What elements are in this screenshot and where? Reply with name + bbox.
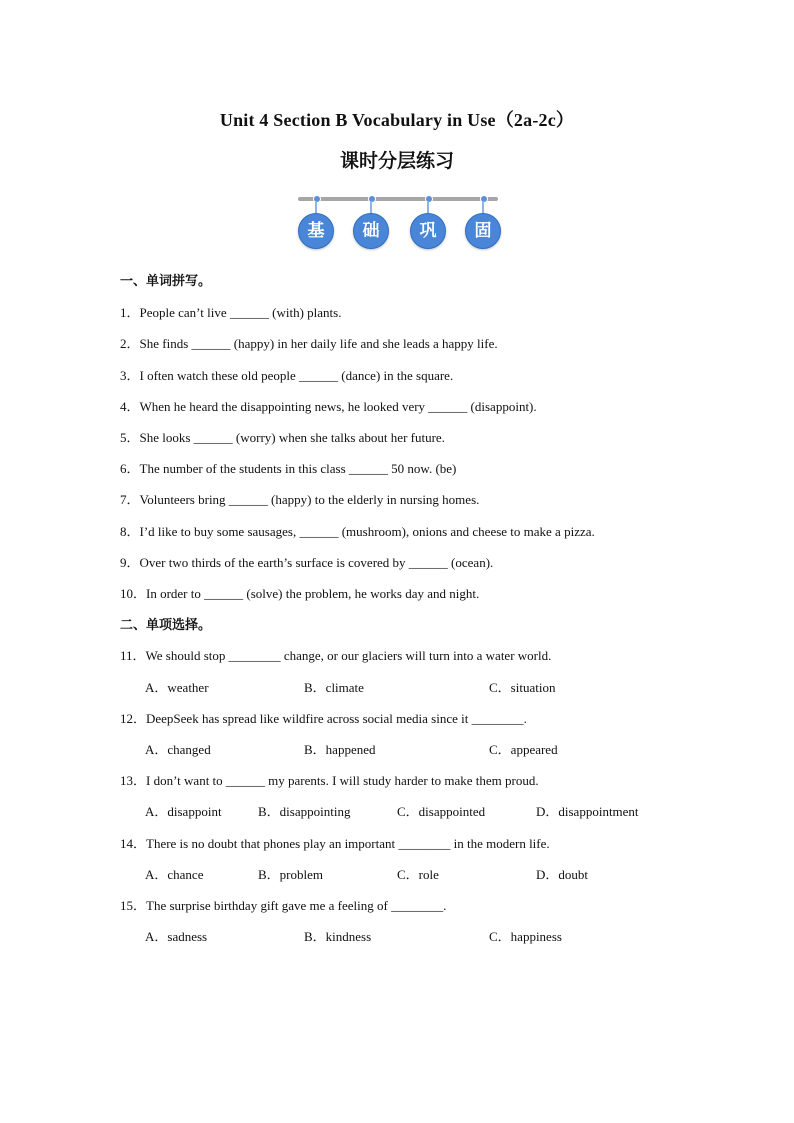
option-13-c: C．disappointed — [397, 804, 486, 819]
question-9: 9．Over two thirds of the earth’s surface is covered by ______ (ocean). — [120, 555, 494, 570]
option-13-d: D．disappointment — [536, 804, 639, 819]
option-15-b: B．kindness — [304, 929, 372, 944]
option-11-b: B．climate — [304, 680, 364, 695]
option-12-c: C．appeared — [489, 742, 558, 757]
option-11-a: A．weather — [145, 680, 209, 695]
question-6: 6．The number of the students in this class ______ 50 now. (be) — [120, 461, 457, 476]
badge-gu — [465, 193, 501, 251]
option-14-d: D．doubt — [536, 867, 589, 882]
badge-label: 固 — [465, 213, 501, 249]
badge-chu — [353, 193, 389, 251]
question-12: 12．DeepSeek has spread like wildfire across social media since it ________. — [120, 711, 527, 726]
question-5: 5．She looks ______ (worry) when she talks about her future. — [120, 430, 445, 445]
option-14-b: B．problem — [258, 867, 323, 882]
question-11: 11．We should stop ________ change, or our glaciers will turn into a water world. — [120, 648, 552, 663]
badge-label: 础 — [353, 213, 389, 249]
worksheet-title: Unit 4 Section B Vocabulary in Use（2a-2c） — [219, 110, 575, 130]
question-3: 3．I often watch these old people ______ (dance) in the square. — [120, 368, 454, 383]
question-1: 1．People can’t live ______ (with) plants. — [120, 305, 342, 320]
option-11-c: C．situation — [489, 680, 556, 695]
question-7: 7．Volunteers bring ______ (happy) to the elderly in nursing homes. — [120, 492, 480, 507]
worksheet-subtitle: 课时分层练习 — [339, 150, 454, 172]
option-12-a: A．changed — [145, 742, 211, 757]
option-13-b: B．disappointing — [258, 804, 351, 819]
badge-ji — [298, 193, 334, 251]
option-12-b: B．happened — [304, 742, 376, 757]
option-14-c: C．role — [397, 867, 439, 882]
question-14: 14．There is no doubt that phones play an important ________ in the modern life. — [120, 836, 550, 851]
question-10: 10．In order to ______ (solve) the problem, he works day and night. — [120, 586, 480, 601]
question-2: 2．She finds ______ (happy) in her daily life and she leads a happy life. — [120, 336, 498, 351]
option-14-a: A．chance — [145, 867, 204, 882]
badge-label: 基 — [298, 213, 334, 249]
question-13: 13．I don’t want to ______ my parents. I will study harder to make them proud. — [120, 773, 539, 788]
level-badge-banner — [298, 193, 498, 253]
question-15: 15．The surprise birthday gift gave me a feeling of ________. — [120, 898, 447, 913]
option-15-c: C．happiness — [489, 929, 562, 944]
badge-gong — [410, 193, 446, 251]
option-13-a: A．disappoint — [145, 804, 222, 819]
option-15-a: A．sadness — [145, 929, 208, 944]
section2-heading: 二、单项选择。 — [120, 618, 212, 633]
question-4: 4．When he heard the disappointing news, he looked very ______ (disappoint). — [120, 399, 537, 414]
section1-heading: 一、单词拼写。 — [120, 274, 212, 289]
badge-label: 巩 — [410, 213, 446, 249]
question-8: 8．I’d like to buy some sausages, ______ (mushroom), onions and cheese to make a pizza. — [120, 524, 595, 539]
